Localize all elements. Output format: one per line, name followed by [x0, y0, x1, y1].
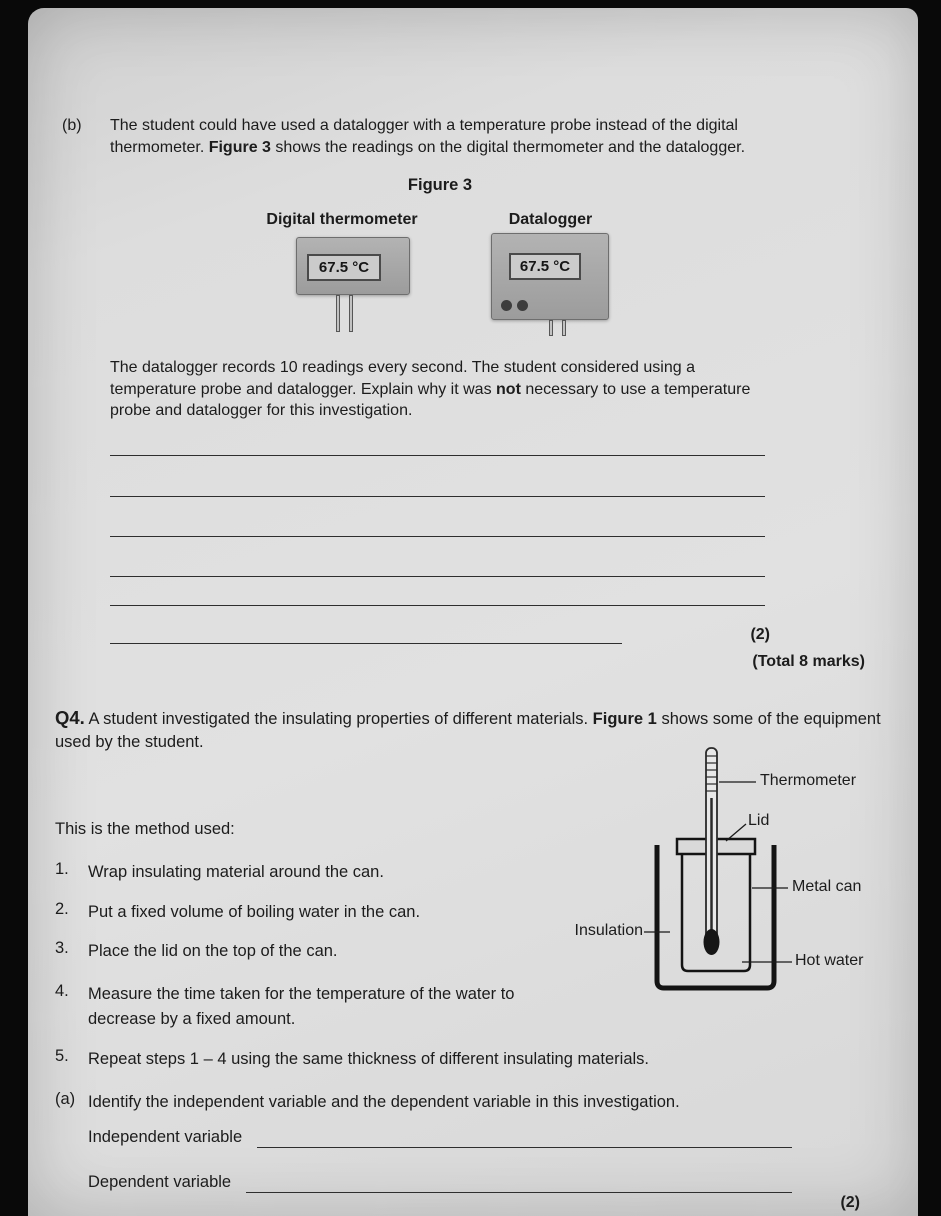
- datalogger-button-icon: [517, 300, 528, 311]
- datalogger-label: Datalogger: [508, 211, 593, 228]
- step-text: Wrap insulating material around the can.: [88, 863, 384, 881]
- step-text: Measure the time taken for the temperature of the water to decrease by a fixed amount.: [88, 985, 515, 1028]
- figure3-title: Figure 3: [407, 176, 473, 194]
- answer-line: [110, 496, 765, 497]
- diagram-label-insulation: Insulation: [574, 922, 643, 939]
- part-b-text-2: shows the readings on the digital thermometer and the datalogger.: [270, 138, 746, 156]
- question-text-1: The datalogger records 10 readings every second. The student considered using a temperature probe and datalogger. Explain why it was: [110, 359, 695, 398]
- q4-figure-ref: Figure 1: [592, 710, 657, 728]
- datalogger-prong: [562, 320, 566, 336]
- part-b-label: (b): [62, 117, 82, 134]
- digital-thermometer-label: Digital thermometer: [266, 211, 418, 228]
- datalogger-display: 67.5 °C: [509, 253, 581, 280]
- diagram-label-metal-can: Metal can: [792, 878, 862, 895]
- answer-line: [110, 536, 765, 537]
- thermometer-prong: [336, 295, 340, 332]
- step-number: 3.: [55, 939, 69, 957]
- step-number: 2.: [55, 900, 69, 918]
- q4-intro-1: A student investigated the insulating properties of different materials.: [84, 710, 593, 728]
- part-a-text: Identify the independent variable and the dependent variable in this investigation.: [88, 1093, 680, 1111]
- answer-line: [110, 576, 765, 577]
- step-number: 1.: [55, 860, 69, 878]
- part-b-question-text: [110, 357, 775, 422]
- answer-line: [110, 455, 765, 456]
- step-text: Repeat steps 1 – 4 using the same thickness of different insulating materials.: [88, 1050, 650, 1068]
- independent-variable-label: Independent variable: [88, 1128, 243, 1146]
- part-a-marks: (2): [840, 1194, 860, 1211]
- diagram-label-lid: Lid: [748, 812, 770, 829]
- thermometer-bulb: [704, 929, 720, 955]
- part-b-marks: (2): [750, 626, 770, 643]
- answer-line: [110, 643, 622, 644]
- digital-thermometer-device: [296, 237, 410, 295]
- method-intro: This is the method used:: [55, 820, 235, 838]
- thermometer-prong: [349, 295, 353, 332]
- part-b-text-1: The student could have used a datalogger with a temperature probe instead of the digital thermometer.: [110, 117, 738, 156]
- independent-variable-line: [257, 1147, 792, 1148]
- total-marks: (Total 8 marks): [752, 653, 865, 670]
- q4-number: Q4.: [55, 707, 85, 728]
- dependent-variable-label: Dependent variable: [88, 1173, 232, 1191]
- datalogger-button-icon: [501, 300, 512, 311]
- diagram-label-thermometer: Thermometer: [760, 772, 857, 789]
- step-text: Place the lid on the top of the can.: [88, 942, 338, 960]
- diagram-label-hot-water: Hot water: [795, 952, 864, 969]
- datalogger-prong: [549, 320, 553, 336]
- question-not-bold: not: [496, 380, 521, 398]
- thermometer-display: 67.5 °C: [307, 254, 381, 281]
- step-text: Put a fixed volume of boiling water in the can.: [88, 903, 421, 921]
- step-number: 4.: [55, 982, 69, 1000]
- q4-intro-2: shows some of the equipment used by the student.: [55, 710, 881, 751]
- part-b-figure-ref: Figure 3: [208, 138, 271, 156]
- question-text-2: necessary to use a temperature probe and datalogger for this investigation.: [110, 380, 751, 419]
- part-b-text: [110, 115, 820, 158]
- answer-line: [110, 605, 765, 606]
- step-number: 5.: [55, 1047, 69, 1065]
- dependent-variable-line: [246, 1192, 792, 1193]
- part-a-label: (a): [55, 1090, 76, 1108]
- datalogger-device: [491, 233, 609, 320]
